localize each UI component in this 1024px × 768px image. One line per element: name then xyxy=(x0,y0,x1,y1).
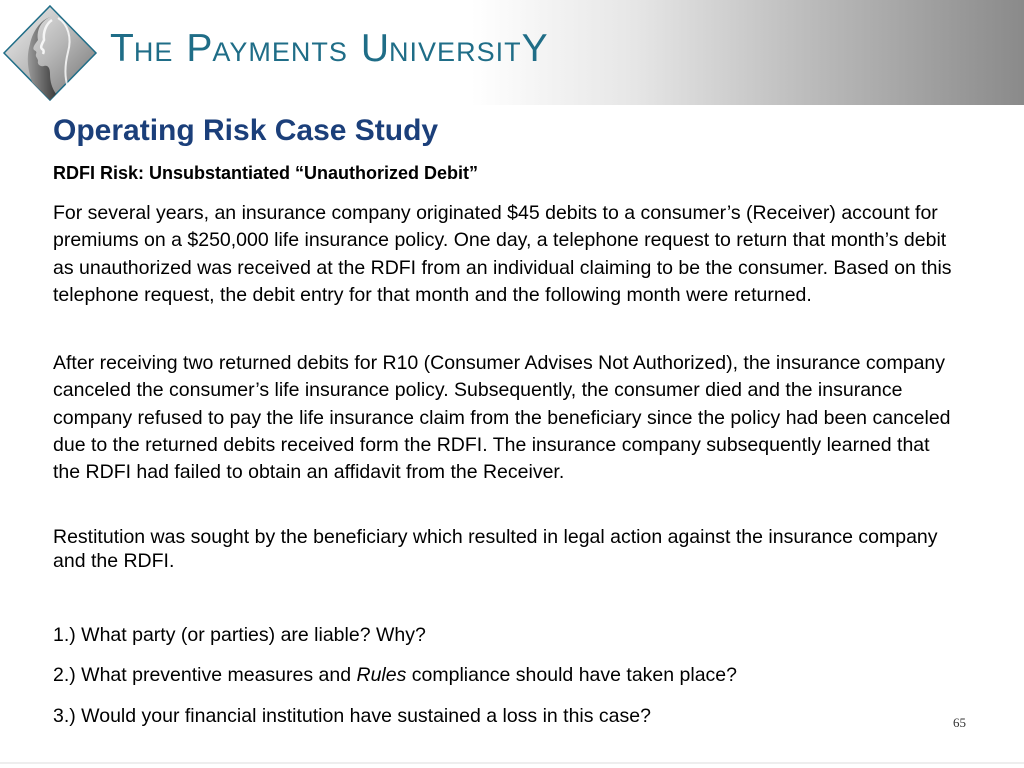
case-paragraph-2: After receiving two returned debits for R10 (Consumer Advises Not Authorized), the insurance company canceled the consumer’s life insurance policy. Subsequently, the consumer died and the insurance company refused to pay the life insurance claim from the beneficiary since the policy had been canceled due to the returned debits received form the RDFI. The insurance company subsequently learned that the RDFI had failed to obtain an affidavit from the Receiver. xyxy=(53,352,951,484)
brand-wordmark: THE PAYMENTS UNIVERSITY xyxy=(110,27,548,70)
logo-profile-icon xyxy=(2,4,98,102)
case-paragraph-3: Restitution was sought by the beneficiary which resulted in legal action against the insurance company and the RDFI. xyxy=(53,526,938,572)
question-2: 2.) What preventive measures and Rules compliance should have taken place? xyxy=(53,664,737,686)
question-1: 1.) What party (or parties) are liable? Why? xyxy=(53,624,426,646)
rules-emphasis: Rules xyxy=(356,664,407,686)
slide-title: Operating Risk Case Study xyxy=(53,114,439,147)
bottom-divider xyxy=(0,762,1024,764)
question-3: 3.) Would your financial institution have sustained a loss in this case? xyxy=(53,705,651,727)
page-number: 65 xyxy=(953,715,966,730)
case-paragraph-1: For several years, an insurance company originated $45 debits to a consumer’s (Receiver) account for premiums on a $250,000 life insurance policy. One day, a telephone request to return that month’s debit as unauthorized was received at the RDFI from an individual claiming to be the consumer. Based on this telephone request, the debit entry for that month and the following month were returned. xyxy=(53,202,952,306)
slide-subtitle: RDFI Risk: Unsubstantiated “Unauthorized Debit” xyxy=(53,163,479,183)
